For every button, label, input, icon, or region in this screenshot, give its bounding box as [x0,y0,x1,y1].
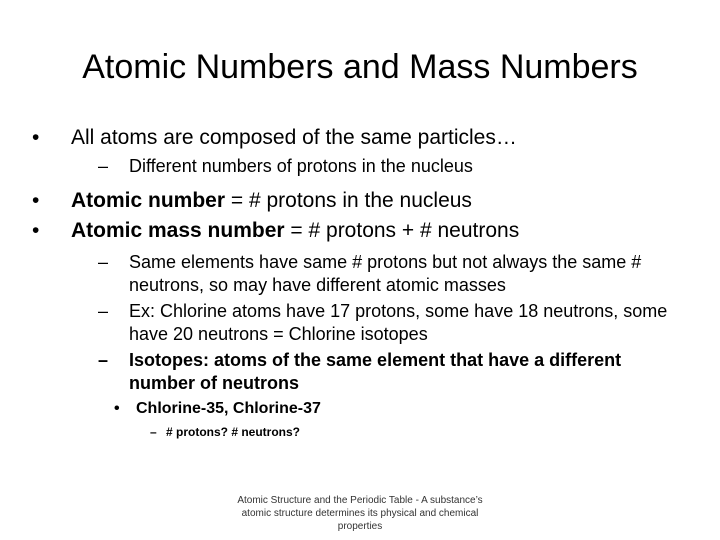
bullet-text: Chlorine-35, Chlorine-37 [136,400,321,417]
slide-body [32,124,692,441]
bullet-level2 [32,349,692,395]
bullet-dot-icon: • [32,189,40,212]
bullet-dash-icon: – [98,350,109,370]
bullet-level4 [32,423,692,441]
bullet-text: All atoms are composed of the same particles… [71,126,517,149]
bullet-text: = # protons in the nucleus [225,189,472,212]
bullet-term: Atomic number [71,189,226,212]
bullet-text: Ex: Chlorine atoms have 17 protons, some have 18 neutrons, some have 20 neutrons = Chlorine isotopes [129,301,668,344]
bullet-dot-icon: • [114,400,120,417]
bullet-dot-icon: • [32,126,40,149]
bullet-dot-icon: • [32,219,40,242]
bullet-level1 [32,217,692,244]
bullet-level2 [32,300,692,346]
bullet-level1 [32,124,692,151]
bullet-level2 [32,251,692,297]
bullet-text: # protons? # neutrons? [166,425,301,439]
bullet-text: = # protons + # neutrons [284,219,520,242]
bullet-dash-icon: – [98,301,109,321]
bullet-dash-icon: – [98,156,109,176]
bullet-term: Atomic mass number [71,219,285,242]
bullet-text: Isotopes: atoms of the same element that have a different number of neutrons [129,350,622,393]
bullet-text: Different numbers of protons in the nucleus [129,156,473,176]
bullet-level3 [32,398,692,419]
bullet-dash-icon: – [98,252,109,272]
slide-footer: Atomic Structure and the Periodic Table - A substance’s atomic structure determines its physical and chemical properties [237,495,483,532]
bullet-level1 [32,187,692,214]
bullet-level2 [32,155,692,178]
slide-title: Atomic Numbers and Mass Numbers [82,48,638,86]
bullet-dash-icon: – [150,425,157,439]
bullet-text: Same elements have same # protons but not always the same # neutrons, so may have different atomic masses [129,252,642,295]
